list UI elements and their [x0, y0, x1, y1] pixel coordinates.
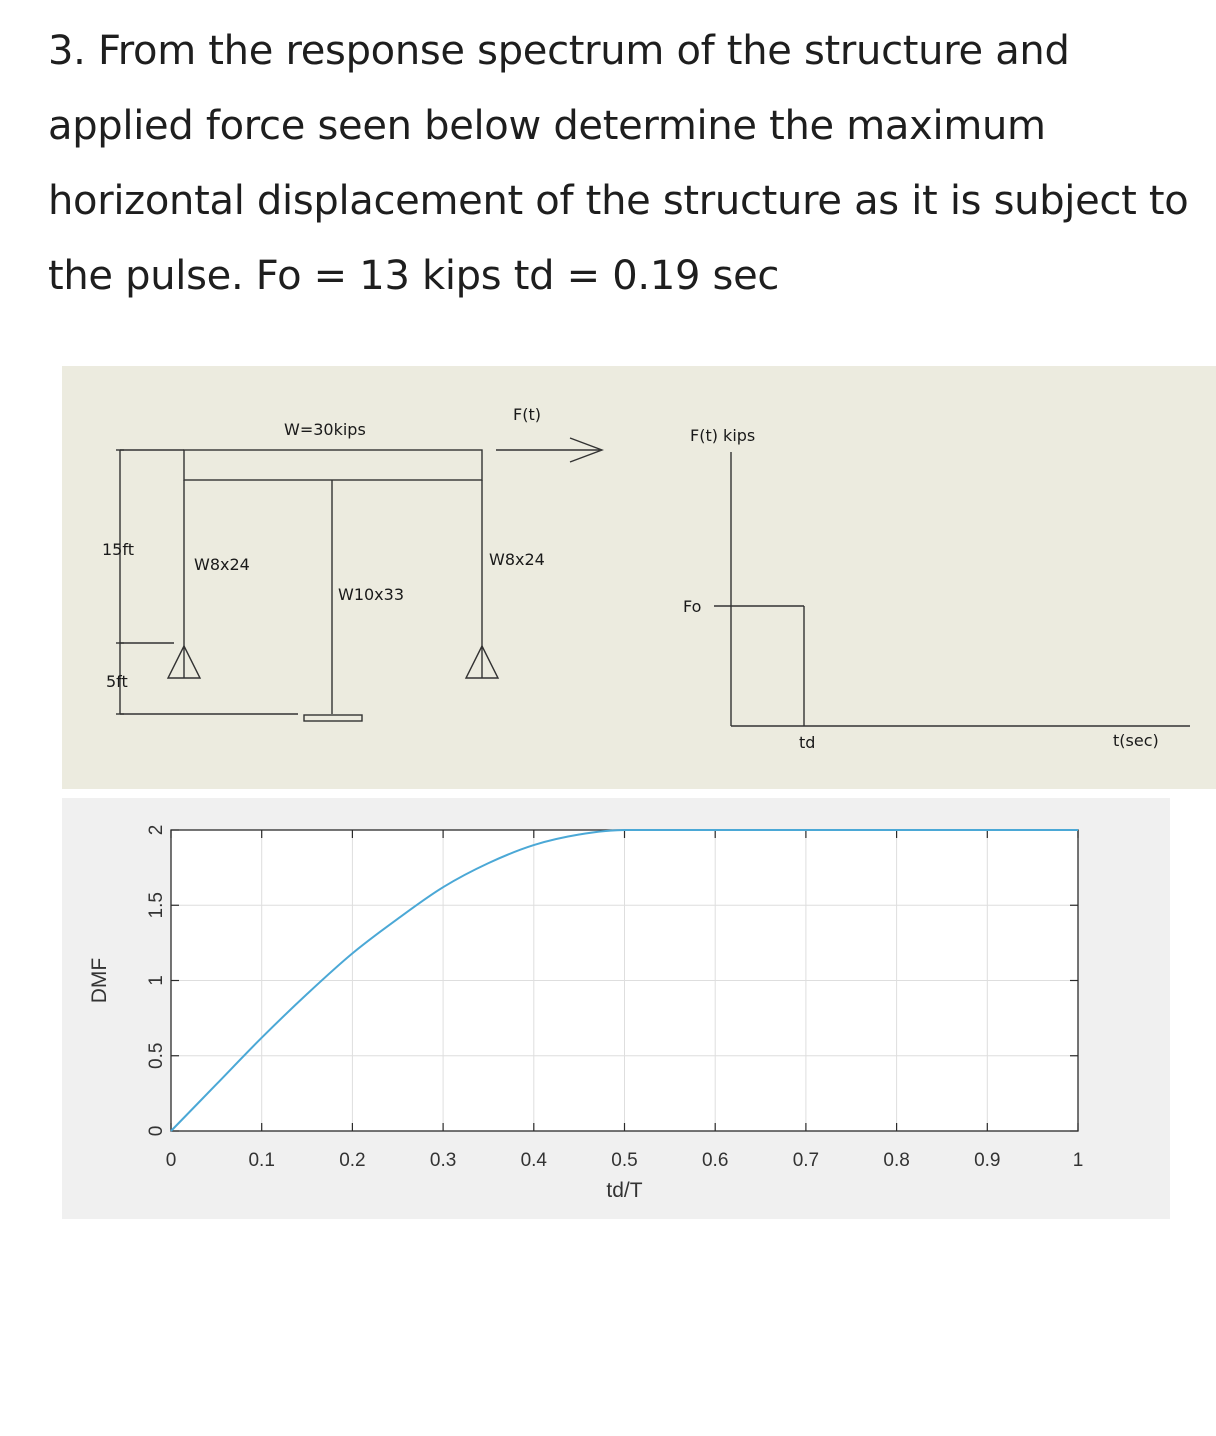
x-tick-label: 0.2 — [339, 1150, 366, 1171]
pulse-duration-label: td — [799, 733, 816, 752]
y-tick-labels — [146, 825, 167, 1137]
y-tick-label: 0 — [146, 1125, 167, 1137]
x-tick-label: 0.1 — [248, 1150, 275, 1171]
response-spectrum-panel — [62, 798, 1170, 1219]
height-upper-label: 15ft — [102, 540, 134, 559]
force-label: F(t) — [513, 405, 541, 424]
x-tick-label: 0.5 — [611, 1150, 638, 1171]
x-tick-label: 0.4 — [520, 1150, 548, 1171]
x-axis-label: td/T — [606, 1179, 643, 1202]
x-tick-label: 0.6 — [701, 1150, 729, 1171]
left-column-label: W8x24 — [194, 555, 250, 574]
structure-and-pulse-panel — [62, 366, 1216, 789]
response-spectrum-chart — [62, 798, 1170, 1219]
x-tick-label: 0.7 — [792, 1150, 820, 1171]
y-tick-label: 1.5 — [146, 892, 167, 919]
y-tick-label: 2 — [146, 824, 167, 836]
structure-diagram — [62, 366, 1216, 789]
pulse-x-label: t(sec) — [1113, 731, 1159, 750]
pulse-y-label: F(t) kips — [690, 426, 756, 445]
x-tick-label: 0.8 — [883, 1150, 910, 1171]
problem-statement: 3. From the response spectrum of the structure and applied force seen below determine the maximum horizontal displacement of the structure as it is subject to the pulse. Fo = 13 kips td = 0.19 sec — [48, 28, 1189, 299]
right-column-label: W8x24 — [489, 550, 545, 569]
x-tick-label: 1 — [1072, 1150, 1084, 1171]
roof-beam — [184, 450, 482, 480]
pulse-amplitude-label: Fo — [683, 597, 702, 616]
height-lower-label: 5ft — [106, 672, 128, 691]
y-tick-label: 0.5 — [146, 1042, 167, 1069]
y-tick-label: 1 — [146, 975, 167, 986]
center-column-label: W10x33 — [338, 585, 405, 604]
x-tick-label: 0.3 — [429, 1150, 457, 1171]
x-tick-labels — [166, 1150, 1084, 1171]
y-axis-label: DMF — [88, 957, 111, 1004]
center-base-plate — [304, 715, 362, 721]
x-tick-label: 0.9 — [974, 1150, 1001, 1171]
x-tick-label: 0 — [165, 1150, 177, 1171]
load-label: W=30kips — [284, 420, 366, 439]
